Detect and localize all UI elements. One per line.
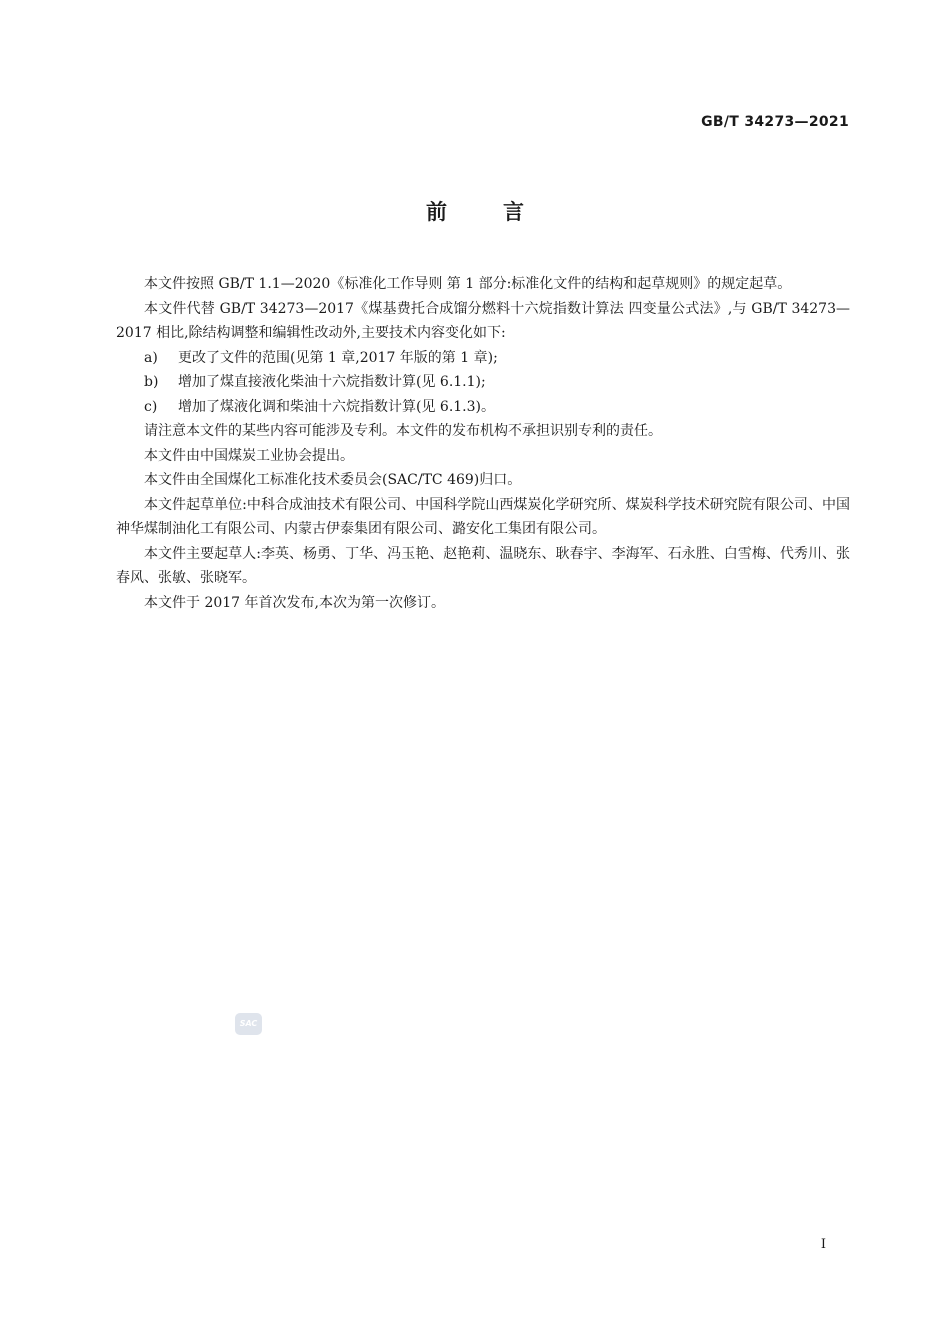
list-marker: c) [144,398,158,415]
paragraph-replaces: 本文件代替 GB/T 34273—2017《煤基费托合成馏分燃料十六烷指数计算法 四变量公式法》,与 GB/T 34273—2017 相比,除结构调整和编辑性改动外,主要技术内容变化如下: [116,300,850,341]
list-marker: a) [144,349,158,366]
list-item-text: 更改了文件的范围(见第 1 章,2017 年版的第 1 章); [178,349,498,366]
paragraph-patent-notice: 请注意本文件的某些内容可能涉及专利。本文件的发布机构不承担识别专利的责任。 [144,423,662,439]
list-item-change-c [116,395,850,420]
paragraph-committee: 本文件由全国煤化工标准化技术委员会(SAC/TC 469)归口。 [144,472,522,488]
paragraph-drafting-units: 本文件起草单位:中科合成油技术有限公司、中国科学院山西煤炭化学研究所、煤炭科学技术研究院有限公司、中国神华煤制油化工有限公司、内蒙古伊泰集团有限公司、潞安化工集团有限公司。 [116,496,850,537]
paragraph-drafting-rules: 本文件按照 GB/T 1.1—2020《标准化工作导则 第 1 部分:标准化文件的结构和起草规则》的规定起草。 [144,276,792,292]
standard-code: GB/T 34273—2021 [701,114,849,130]
page-number: I [820,1237,826,1252]
paragraph-drafters: 本文件主要起草人:李英、杨勇、丁华、冯玉艳、赵艳莉、温晓东、耿春宇、李海军、石永胜、白雪梅、代秀川、张春风、张敏、张晓军。 [116,545,850,586]
list-item-change-a [116,346,850,371]
paragraph-history: 本文件于 2017 年首次发布,本次为第一次修订。 [144,594,445,611]
list-item-text: 增加了煤直接液化柴油十六烷指数计算(见 6.1.1); [178,374,486,390]
paragraph-proposer: 本文件由中国煤炭工业协会提出。 [144,447,354,464]
foreword-body [116,272,850,615]
list-item-change-b [116,370,850,395]
page-title: 前言 [426,200,580,224]
list-item-text: 增加了煤液化调和柴油十六烷指数计算(见 6.1.3)。 [178,398,495,415]
sac-watermark-logo: SAC [235,1013,262,1035]
list-marker: b) [144,374,159,390]
